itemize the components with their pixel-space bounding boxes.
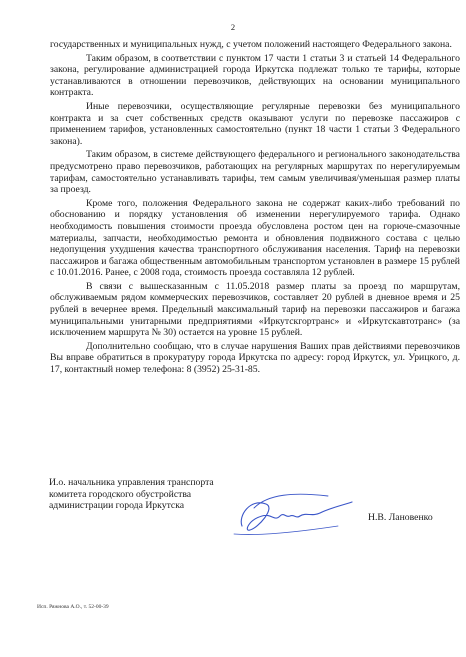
paragraph-3: Иные перевозчики, осуществляющие регулярные перевозки без муниципального контракта и за счет собственных средств оказывают услуги по перевозке пассажиров с применением тарифов, установленных самостоятельно (пункт 18 части 1 статьи 3 Федерального закона). (50, 100, 460, 147)
position-line-3: администрации города Иркутска (49, 500, 185, 512)
position-line-1: И.о. начальника управления транспорта (49, 477, 214, 488)
paragraph-2: Таким образом, в соответствии с пунктом 17 части 1 статьи 3 и статьей 14 Федерального закона, регулирование администрацией города Иркутска подлежат только те тарифы, которые устанавливаются в отношении перевозчиков, действующих на основании муниципального контракта. (50, 52, 460, 99)
paragraph-1: государственных и муниципальных нужд, с учетом положений настоящего Федерального закона. (50, 39, 452, 50)
letter-body (50, 39, 460, 378)
signer-name: Н.В. Лановенко (368, 512, 433, 523)
executor-note: Исп. Ряжнова А.О., т. 52-00-39 (37, 604, 109, 610)
paragraph-7: Дополнительно сообщаю, что в случае нарушения Ваших прав действиями перевозчиков Вы вправе обратиться в прокуратуру города Иркутска по адресу: город Иркутск, ул. Урицкого, д. 17, контактный номер телефона: 8 (3952) 25-31-85. (50, 340, 460, 376)
paragraph-5: Кроме того, положения Федерального закона не содержат каких-либо требований по обоснованию и порядку установления об изменении нерегулируемого тарифа. Однако необходимость повышения стоимости проезда обусловлена ростом цен на горюче-смазочные материалы, запчасти, необходимостью ремонта и обновления подвижного состава с целью недопущения ухудшения качества транспортного обслуживания населения. Тариф на перевозки пассажиров и багажа общественным автомобильным транспортом установлен в размере 15 рублей с 10.01.2016. Ранее, с 2008 года, стоимость проезда составляла 12 рублей. (50, 197, 460, 279)
page-number: 2 (230, 22, 236, 32)
handwritten-signature (228, 486, 356, 542)
signatory-position (49, 477, 214, 512)
position-line-2: комитета городского обустройства (49, 488, 192, 500)
paragraph-6: В связи с вышесказанным с 11.05.2018 размер платы за проезд по маршрутам, обслуживаемым рядом коммерческих перевозчиков, составляет 20 рублей в дневное время и 25 рублей в вечернее время. Предельный максимальный тариф на перевозки пассажиров и багажа муниципальными унитарными предприятиями «Иркутскгортранс» и «Иркутскавтотранс» (за исключением маршрута № 30) остается на уровне 15 рублей. (50, 280, 460, 339)
paragraph-4: Таким образом, в системе действующего федерального и регионального законодательства предусмотрено право перевозчиков, работающих на регулярных маршрутах по нерегулируемым тарифам, самостоятельно устанавливать тарифы, тем самым увеличивая/уменьшая размер платы за проезд. (50, 149, 460, 196)
